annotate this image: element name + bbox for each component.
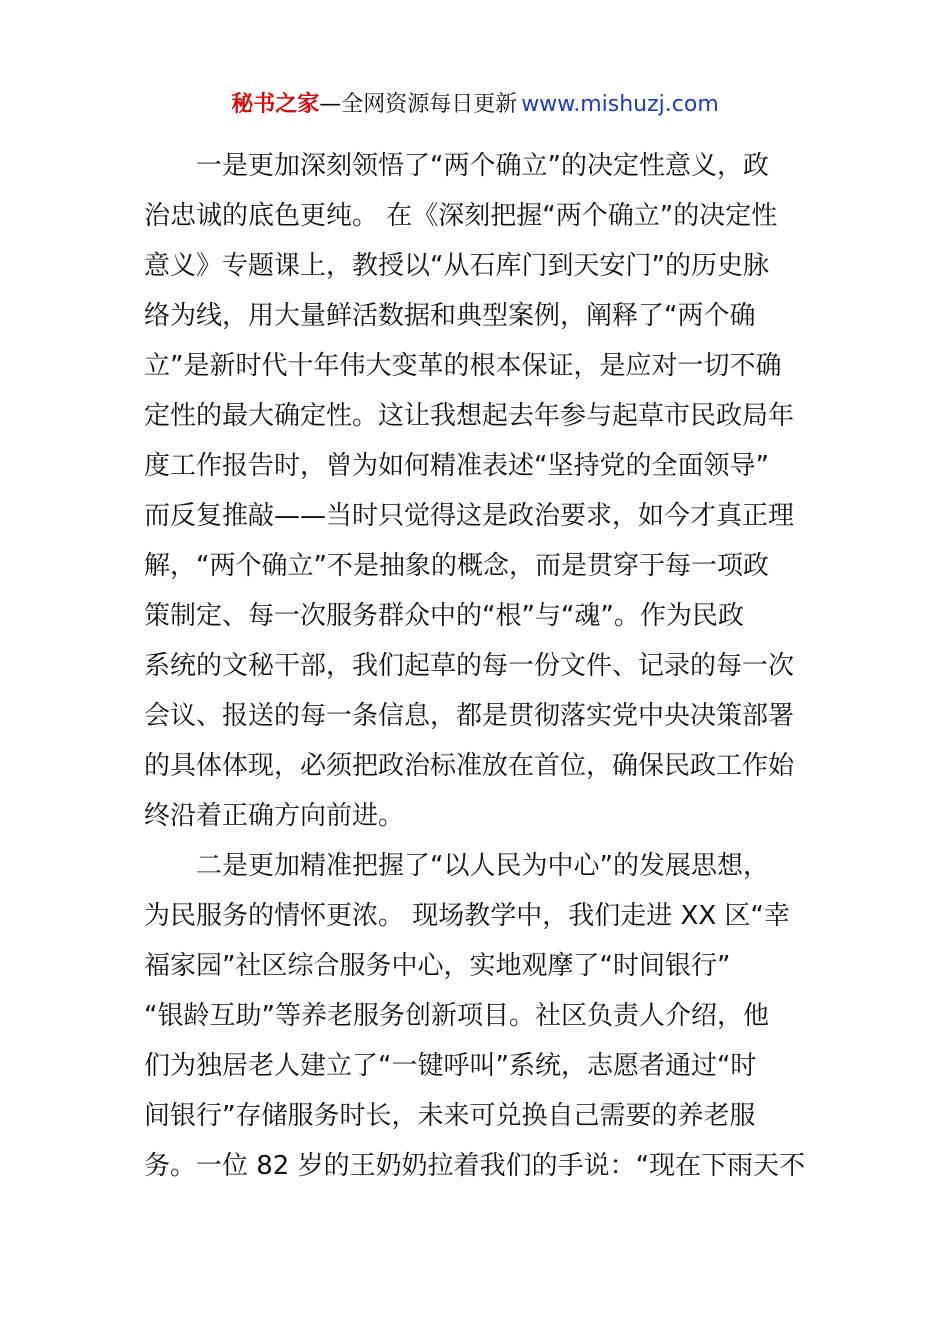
paragraph-2-line: 务。一位 82 岁的王奶奶拉着我们的手说：“现在下雨天不 [144,1151,806,1181]
paragraph-1-line: 立”是新时代十年伟大变革的根本保证，是应对一切不确 [144,351,782,381]
paragraph-1-line: 度工作报告时，曾为如何精准表述“坚持党的全面领导” [144,451,769,481]
paragraph-2-line: “银龄互助”等养老服务创新项目。社区负责人介绍，他 [144,1001,769,1031]
header-tagline: —全网资源每日更新 [319,92,518,117]
paragraph-1-line: 定性的最大确定性。这让我想起去年参与起草市民政局年 [144,401,795,431]
paragraph-2-line: 福家园”社区综合服务中心，实地观摩了“时间银行” [144,951,731,981]
paragraph-1-line: 终沿着正确方向前进。 [144,801,405,831]
site-header [0,88,950,122]
paragraph-2-line: 二是更加精准把握了“以人民为中心”的发展思想， [196,851,769,881]
document-body [144,141,814,1191]
paragraph-1-line: 系统的文秘干部，我们起草的每一份文件、记录的每一次 [144,651,795,681]
paragraph-1-line: 络为线，用大量鲜活数据和典型案例，阐释了“两个确 [144,301,756,331]
paragraph-1-line: 策制定、每一次服务群众中的“根”与“魂”。作为民政 [144,601,744,631]
paragraph-2-line: 间银行”存储服务时长，未来可兑换自己需要的养老服 [144,1101,756,1131]
paragraph-1-line: 而反复推敲——当时只觉得这是政治要求，如今才真正理 [144,501,795,531]
paragraph-1-line: 一是更加深刻领悟了“两个确立”的决定性意义，政 [196,151,769,181]
paragraph-1-line: 治忠诚的底色更纯。 在《深刻把握“两个确立”的决定性 [144,201,778,231]
brand-name: 秘书之家 [231,92,320,117]
paragraph-2-line: 为民服务的情怀更浓。 现场教学中，我们走进 XX 区“幸 [144,901,790,931]
paragraph-1-line: 的具体体现，必须把政治标准放在首位，确保民政工作始 [144,751,795,781]
paragraph-1-line: 意义》专题课上，教授以“从石库门到天安门”的历史脉 [144,251,769,281]
paragraph-1-line: 解，“两个确立”不是抽象的概念，而是贯穿于每一项政 [144,551,769,581]
site-url-link[interactable]: www.mishuzj.com [521,92,719,117]
paragraph-2-line: 们为独居老人建立了“一键呼叫”系统，志愿者通过“时 [144,1051,757,1081]
paragraph-1-line: 会议、报送的每一条信息，都是贯彻落实党中央决策部署 [144,701,795,731]
